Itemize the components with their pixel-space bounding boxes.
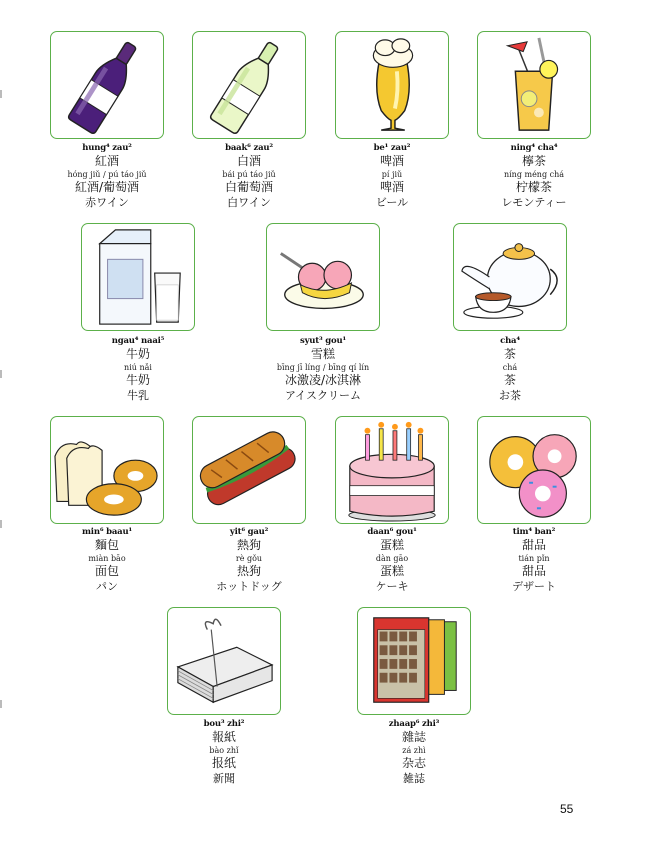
pinyin-text: chá bbox=[502, 363, 518, 372]
item-label bbox=[32, 527, 182, 594]
lemon-tea-icon bbox=[477, 31, 591, 139]
item-label bbox=[149, 719, 299, 786]
traditional-text: 熱狗 bbox=[236, 538, 261, 552]
pinyin-text: bái pú táo jiǔ bbox=[222, 170, 276, 179]
japanese-text: お茶 bbox=[499, 389, 521, 402]
traditional-text: 報紙 bbox=[211, 730, 236, 744]
pinyin-text: níng méng chá bbox=[503, 170, 565, 179]
pinyin-text: bào zhǐ bbox=[209, 746, 239, 755]
simplified-text: 紅酒/葡萄酒 bbox=[74, 180, 140, 194]
traditional-text: 紅酒 bbox=[94, 154, 119, 168]
beer-glass-icon bbox=[335, 31, 449, 139]
newspaper-icon bbox=[167, 607, 281, 715]
simplified-text: 杂志 bbox=[401, 756, 426, 770]
japanese-text: 白ワイン bbox=[227, 196, 271, 209]
item-label bbox=[435, 336, 585, 403]
jyutping-text: zhaap⁶ zhi³ bbox=[388, 719, 440, 729]
simplified-text: 甜品 bbox=[521, 564, 546, 578]
japanese-text: レモンティー bbox=[501, 196, 567, 209]
jyutping-text: min⁶ baau¹ bbox=[82, 527, 132, 537]
jyutping-text: baak⁶ zau² bbox=[225, 143, 273, 153]
red-wine-bottle-icon bbox=[50, 31, 164, 139]
item-label bbox=[174, 143, 324, 210]
simplified-text: 牛奶 bbox=[125, 373, 150, 387]
white-wine-bottle-icon bbox=[192, 31, 306, 139]
simplified-text: 报纸 bbox=[211, 756, 236, 770]
traditional-text: 甜品 bbox=[521, 538, 546, 552]
pinyin-text: rè gǒu bbox=[235, 554, 263, 563]
item-label bbox=[459, 527, 609, 594]
jyutping-text: hung⁴ zau² bbox=[82, 143, 132, 153]
jyutping-text: yit⁶ gau² bbox=[229, 527, 269, 537]
simplified-text: 柠檬茶 bbox=[515, 180, 552, 194]
pinyin-text: dàn gāo bbox=[375, 554, 409, 563]
japanese-text: 赤ワイン bbox=[85, 196, 129, 209]
item-label bbox=[32, 143, 182, 210]
traditional-text: 蛋糕 bbox=[379, 538, 404, 552]
jyutping-text: bou³ zhi² bbox=[203, 719, 245, 729]
pinyin-text: hóng jiǔ / pú táo jiǔ bbox=[67, 170, 147, 179]
simplified-text: 蛋糕 bbox=[379, 564, 404, 578]
japanese-text: ホットドッグ bbox=[216, 580, 282, 593]
japanese-text: アイスクリーム bbox=[285, 389, 361, 402]
item-label bbox=[174, 527, 324, 594]
jyutping-text: ngau⁴ naai⁵ bbox=[111, 336, 165, 346]
bread-icon bbox=[50, 416, 164, 524]
japanese-text: パン bbox=[96, 580, 118, 593]
japanese-text: 新聞 bbox=[213, 772, 235, 785]
jyutping-text: ning⁴ cha⁴ bbox=[510, 143, 558, 153]
pinyin-text: miàn bāo bbox=[88, 554, 126, 563]
page-number: 55 bbox=[560, 802, 574, 816]
simplified-text: 白葡萄酒 bbox=[224, 180, 273, 194]
simplified-text: 面包 bbox=[94, 564, 119, 578]
traditional-text: 牛奶 bbox=[125, 347, 150, 361]
jyutping-text: daan⁶ gou¹ bbox=[367, 527, 417, 537]
item-label bbox=[317, 527, 467, 594]
traditional-text: 麵包 bbox=[94, 538, 119, 552]
japanese-text: 牛乳 bbox=[127, 389, 149, 402]
japanese-text: 雑誌 bbox=[403, 772, 425, 785]
traditional-text: 啤酒 bbox=[379, 154, 404, 168]
item-label bbox=[339, 719, 489, 786]
simplified-text: 茶 bbox=[503, 373, 516, 387]
traditional-text: 茶 bbox=[503, 347, 516, 361]
traditional-text: 檸茶 bbox=[521, 154, 546, 168]
traditional-text: 白酒 bbox=[236, 154, 261, 168]
traditional-text: 雜誌 bbox=[401, 730, 426, 744]
hot-dog-icon bbox=[192, 416, 306, 524]
birthday-cake-icon bbox=[335, 416, 449, 524]
pinyin-text: niú nǎi bbox=[124, 363, 152, 372]
japanese-text: ビール bbox=[375, 196, 409, 209]
jyutping-text: be¹ zau² bbox=[373, 143, 411, 153]
japanese-text: デザート bbox=[512, 580, 556, 593]
donuts-icon bbox=[477, 416, 591, 524]
simplified-text: 冰激凌/冰淇淋 bbox=[284, 373, 362, 387]
item-label bbox=[63, 336, 213, 403]
jyutping-text: syut³ gou¹ bbox=[299, 336, 347, 346]
japanese-text: ケーキ bbox=[375, 580, 409, 593]
item-label bbox=[459, 143, 609, 210]
magazine-icon bbox=[357, 607, 471, 715]
item-label bbox=[317, 143, 467, 210]
ice-cream-icon bbox=[266, 223, 380, 331]
simplified-text: 热狗 bbox=[236, 564, 261, 578]
pinyin-text: tián pǐn bbox=[518, 554, 550, 563]
pinyin-text: zá zhì bbox=[402, 746, 426, 755]
pinyin-text: bīng jī líng / bīng qí lín bbox=[276, 363, 370, 372]
simplified-text: 啤酒 bbox=[379, 180, 404, 194]
teapot-icon bbox=[453, 223, 567, 331]
traditional-text: 雪糕 bbox=[310, 347, 335, 361]
item-label bbox=[248, 336, 398, 403]
jyutping-text: cha⁴ bbox=[500, 336, 520, 346]
milk-carton-icon bbox=[81, 223, 195, 331]
jyutping-text: tim⁴ ban² bbox=[512, 527, 556, 537]
pinyin-text: pí jiǔ bbox=[381, 170, 403, 179]
